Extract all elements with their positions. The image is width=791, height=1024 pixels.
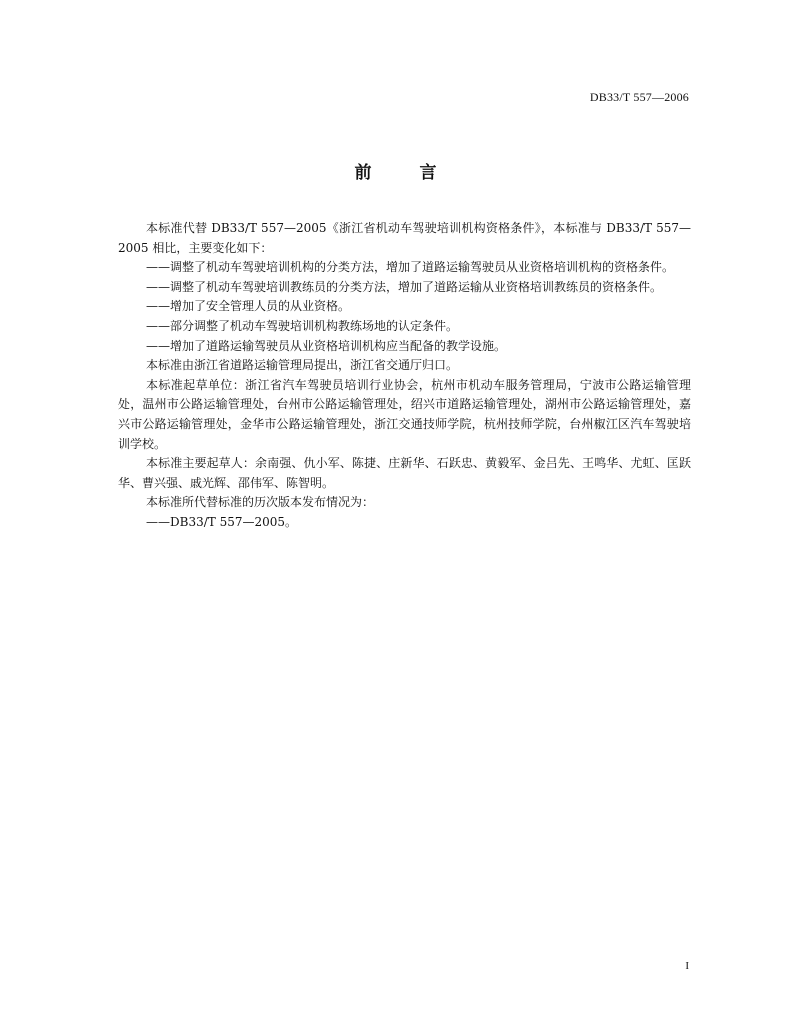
paragraph-replacement-statement: 本标准代替 DB33/T 557—2005《浙江省机动车驾驶培训机构资格条件》，本标准与 DB33/T 557—2005 相比，主要变化如下：	[118, 221, 691, 255]
paragraph-change-5: ——增加了道路运输驾驶员从业资格培训机构应当配备的教学设施。	[146, 338, 507, 353]
paragraph-history-version: ——DB33/T 557—2005。	[146, 514, 298, 529]
paragraph-change-3: ——增加了安全管理人员的从业资格。	[146, 299, 351, 314]
page-number: I	[685, 960, 689, 972]
paragraph-change-1: ——调整了机动车驾驶培训机构的分类方法，增加了道路运输驾驶员从业资格培训机构的资格条件。	[146, 260, 675, 275]
paragraph-change-4: ——部分调整了机动车驾驶培训机构教练场地的认定条件。	[146, 318, 459, 333]
page-title: 前言	[354, 163, 485, 183]
paragraph-history-intro: 本标准所代替标准的历次版本发布情况为：	[146, 495, 375, 510]
foreword-body	[118, 219, 691, 533]
paragraph-proposer: 本标准由浙江省道路运输管理局提出，浙江省交通厅归口。	[146, 358, 459, 373]
paragraph-change-2: ——调整了机动车驾驶培训教练员的分类方法，增加了道路运输从业资格培训教练员的资格条件。	[146, 279, 663, 294]
paragraph-drafters: 本标准主要起草人：余南强、仇小军、陈捷、庄新华、石跃忠、黄毅军、金吕先、王鸣华、尤虹、匡跃华、曹兴强、戚光辉、邵伟军、陈智明。	[118, 456, 691, 490]
document-code: DB33/T 557—2006	[589, 90, 689, 104]
paragraph-drafting-units: 本标准起草单位：浙江省汽车驾驶员培训行业协会，杭州市机动车服务管理局，宁波市公路运输管理处，温州市公路运输管理处，台州市公路运输管理处，绍兴市道路运输管理处，湖州市公路运输管理处，嘉兴市公路运输管理处，金华市公路运输管理处，浙江交通技师学院，杭州技师学院，台州椒江区汽车驾驶培训学校。	[118, 377, 691, 451]
